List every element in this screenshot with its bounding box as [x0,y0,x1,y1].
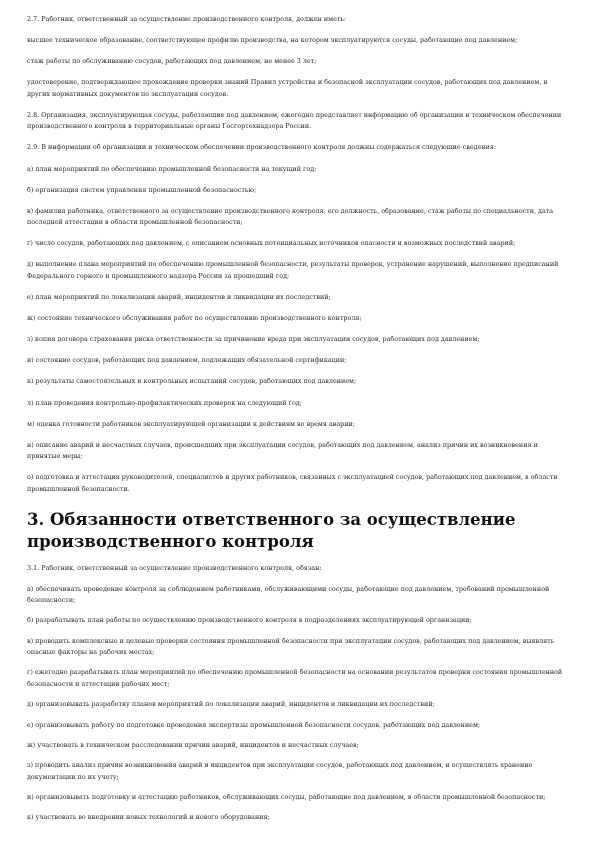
list-item-i: и) состояние сосудов, работающих под давлением, подлежащих обязательной сертификации; [27,356,347,365]
list-item-v: в) фамилия работника, ответственного за осуществление производственного контроля, его должность, образование, стаж работы по специальности, дата последней аттестации в области промышленной безопасности; [27,206,554,227]
list-item-e: е) план мероприятий по локализации аварий, инцидентов и ликвидации их последствий; [27,293,331,302]
list-item-n: н) описание аварий и несчастных случаев, происшедших при эксплуатации сосудов, работающих под давлением, анализ причин их возникновения и принятые меры; [27,440,538,461]
list-item-k: к) результаты самостоятельных и контрольных испытаний сосудов, работающих под давлением; [27,377,357,386]
list-item-m: м) оценка готовности работников эксплуатирующей организации к действиям во время аварии; [27,419,355,428]
paragraph-requirement-education: высшее техническое образование, соответствующее профилю производства, на котором эксплуатируются сосуды, работающие под давлением; [27,36,518,45]
paragraph-3-1: 3.1. Работник, ответственный за осуществление производственного контроля, обязан: [27,564,322,573]
duty-item-z: з) проводить анализ причин возникновения аварий и инцидентов при эксплуатации сосудов, работающих под давлением, и осуществлять хранение документации по их учету; [27,761,533,781]
paragraph-2-8: 2.8. Организация, эксплуатирующая сосуды, работающие под давлением, ежегодно представляет информацию об организации и техническом обеспечении производственного контроля в территориальные органы Госгортехнадзора России. [27,110,562,131]
duty-item-i: и) организовывать подготовку и аттестацию работников, обслуживающих сосуды, работающие под давлением, в области промышленной безопасности; [27,792,546,801]
duty-item-zh: ж) участвовать в техническом расследовании причин аварий, инцидентов и несчастных случаев; [27,740,359,749]
document-page [27,14,572,833]
duty-item-e: е) организовывать работу по подготовке проведения экспертизы промышленной безопасности сосудов, работающих под давлением; [27,720,481,729]
list-item-d: д) выполнение плана мероприятий по обеспечению промышленной безопасности, результаты проверок, устранение нарушений, выполнение предписаний Федерального горного и промышленного надзора России за прошедший год; [27,260,559,280]
list-item-b: б) организация систем управления промышленной безопасностью; [27,185,257,194]
paragraph-2-9: 2.9. В информации об организации и техническом обеспечении производственного контроля должны содержаться следующие сведения: [27,143,497,152]
duty-item-a: а) обеспечивать проведение контроля за соблюдением работниками, обслуживающими сосуды, работающие под давлением, требований промышленной безопасности; [27,584,550,605]
section-3-items [27,563,572,823]
duty-item-d: д) организовывать разработку планов мероприятий по локализации аварий, инцидентов и ликвидации их последствий; [27,700,435,709]
list-item-o: о) подготовка и аттестация руководителей, специалистов и других работников, связанных с эксплуатацией сосудов, работающих под давлением, в области промышленной безопасности. [27,473,558,493]
list-item-l: л) план проведения контрольно-профилактических проверок на следующий год; [27,398,302,407]
paragraph-2-7: 2.7. Работник, ответственный за осуществление производственного контроля, должен иметь: [27,15,347,23]
paragraph-requirement-experience: стаж работы по обслуживанию сосудов, работающих под давлением, не менее 3 лет; [27,57,317,66]
duty-item-k: к) участвовать во внедрении новых технологий и нового оборудования; [27,813,270,822]
section-3-heading: 3. Обязанности ответственного за осуществление производственного контроля [27,510,516,552]
list-item-z: з) копия договора страхования риска ответственности за причинение вреда при эксплуатации сосудов, работающих под давлением; [27,335,480,344]
duty-item-v: в) проводить комплексные и целевые проверки состояния промышленной безопасности при эксплуатации сосудов, работающих под давлением, выявлять опасные факторы на рабочих местах; [27,636,555,657]
list-item-a: а) план мероприятий по обеспечению промышленной безопасности на текущий год; [27,164,317,173]
paragraph-requirement-certificate: удостоверение, подтверждающее прохождение проверки знаний Правил устройства и безопасной эксплуатации сосудов, работающих под давлением, и других нормативных документов по эксплуатации сосудов. [27,78,548,98]
duty-item-b: б) разрабатывать план работы по осуществлению производственного контроля в подразделениях эксплуатирующей организации; [27,616,472,625]
section-2-items [27,14,572,495]
list-item-zh: ж) состояние технического обслуживания работ по осуществлению производственного контроля; [27,314,362,323]
duty-item-g: г) ежегодно разрабатывать план мероприятий по обеспечению промышленной безопасности на основании результатов проверки состояния промышленной безопасности и аттестации рабочих мест; [27,668,563,688]
list-item-g: г) число сосудов, работающих под давлением, с описанием основных потенциальных источников опасности и возможных последствий аварий; [27,239,516,248]
